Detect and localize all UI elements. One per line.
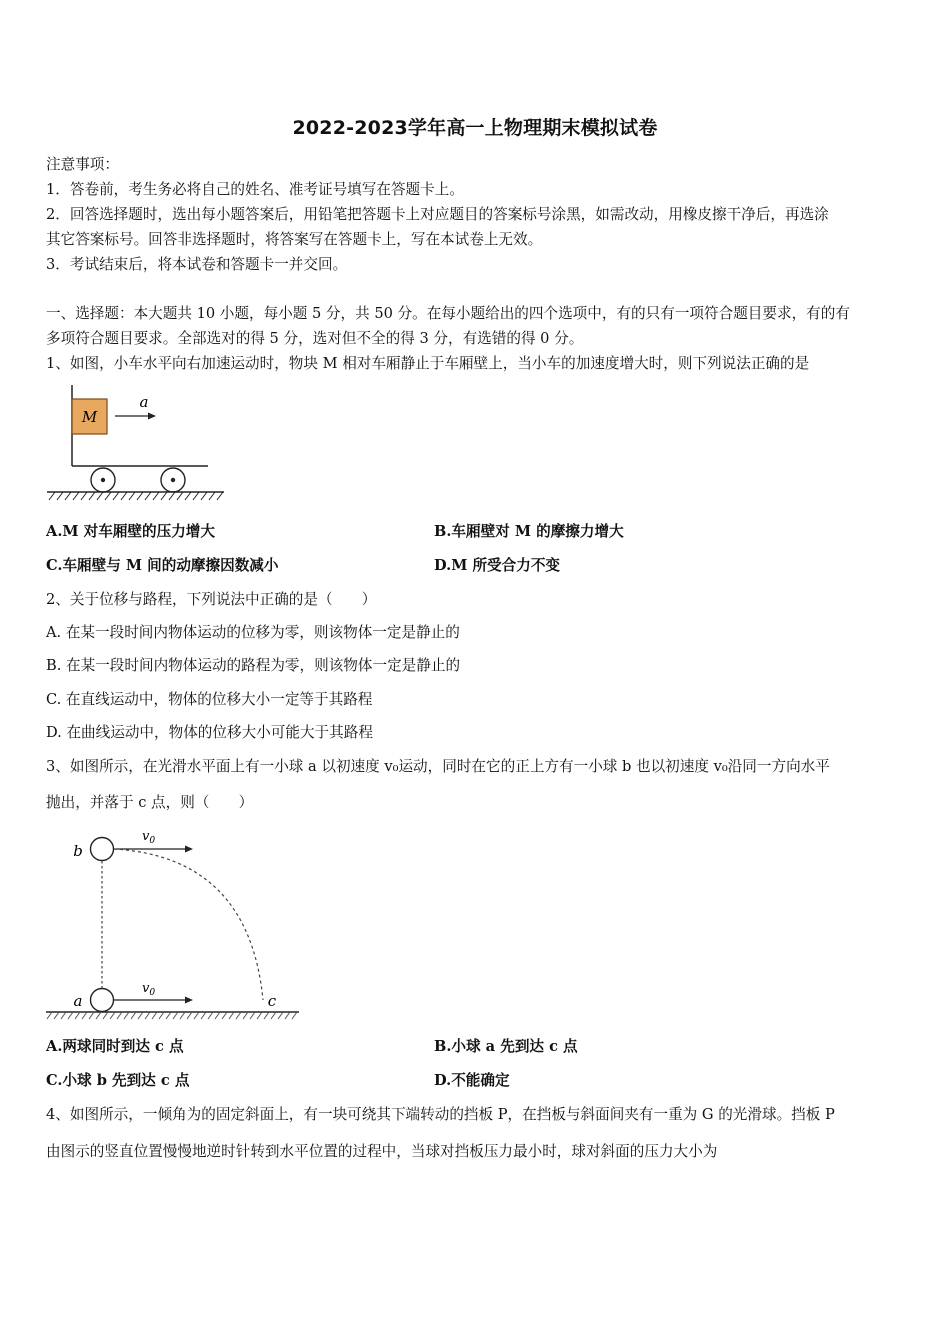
trajectory-curve [114, 849, 263, 1000]
q3-stem-line-2: 抛出，并落于 c 点，则（ ） [46, 794, 254, 811]
ball-b-label: b [73, 842, 83, 860]
q3-projectile-figure [44, 822, 306, 1022]
q1-stem: 1、如图，小车水平向右加速运动时，物块 M 相对车厢静止于车厢壁上，当小车的加速度增大时，则下列说法正确的是 [46, 355, 810, 372]
notice-item-2-line-2: 其它答案标号。回答非选择题时，将答案写在答题卡上，写在本试卷上无效。 [46, 231, 543, 248]
q4-stem-line-2: 由图示的竖直位置慢慢地逆时针转到水平位置的过程中，当球对挡板压力最小时，球对斜面的压力大小为 [46, 1143, 718, 1160]
q1-option-a: A.M 对车厢壁的压力增大 [46, 523, 215, 540]
velocity-sub-a: 0 [149, 988, 156, 998]
q1-option-c: C.车厢壁与 M 间的动摩擦因数减小 [46, 557, 279, 574]
q3-option-c: C.小球 b 先到达 c 点 [46, 1072, 190, 1089]
q1-option-d: D.M 所受合力不变 [434, 557, 561, 574]
velocity-label-b: v [142, 829, 150, 844]
ball-b [91, 838, 114, 861]
q2-option-a: A. 在某一段时间内物体运动的位移为零，则该物体一定是静止的 [46, 624, 460, 641]
svg-text:v0 [142, 829, 155, 846]
q3-option-b: B.小球 a 先到达 c 点 [434, 1038, 578, 1055]
point-c-label: c [267, 992, 277, 1010]
q1-cart-figure [44, 380, 234, 502]
ball-a [91, 989, 114, 1012]
notice-item-2-line-1: 2．回答选择题时，选出每小题答案后，用铅笔把答题卡上对应题目的答案标号涂黑，如需改动，用橡皮擦干净后，再选涂 [46, 206, 829, 223]
velocity-sub-b: 0 [149, 836, 156, 846]
section-header-line-1: 一、选择题：本大题共 10 小题，每小题 5 分，共 50 分。在每小题给出的四个选项中，有的只有一项符合题目要求，有的有 [46, 305, 850, 322]
q2-option-c: C. 在直线运动中，物体的位移大小一定等于其路程 [46, 691, 373, 708]
q3-stem-line-1: 3、如图所示，在光滑水平面上有一小球 a 以初速度 v₀运动，同时在它的正上方有一小球 b 也以初速度 v₀沿同一方向水平 [46, 758, 830, 775]
q3-option-a: A.两球同时到达 c 点 [46, 1038, 184, 1055]
q2-option-b: B. 在某一段时间内物体运动的路程为零，则该物体一定是静止的 [46, 657, 461, 674]
q4-stem-line-1: 4、如图所示，一倾角为的固定斜面上，有一块可绕其下端转动的挡板 P，在挡板与斜面间夹有一重为 G 的光滑球。挡板 P [46, 1106, 835, 1123]
q2-stem: 2、关于位移与路程，下列说法中正确的是（ ） [46, 591, 377, 608]
notice-item-3: 3．考试结束后，将本试卷和答题卡一并交回。 [46, 256, 348, 273]
q3-option-d: D.不能确定 [434, 1072, 510, 1089]
ball-a-label: a [73, 992, 83, 1010]
notice-item-1: 1．答卷前，考生务必将自己的姓名、准考证号填写在答题卡上。 [46, 181, 464, 198]
velocity-label-a: v [142, 981, 150, 996]
q2-option-d: D. 在曲线运动中，物体的位移大小可能大于其路程 [46, 724, 373, 741]
acceleration-label: a [139, 393, 149, 411]
notice-heading: 注意事项： [46, 156, 119, 173]
section-header-line-2: 多项符合题目要求。全部选对的得 5 分，选对但不全的得 3 分，有选错的得 0 分。 [46, 330, 584, 347]
q1-option-b: B.车厢壁对 M 的摩擦力增大 [434, 523, 624, 540]
svg-text:v0 [142, 981, 155, 998]
page-title: 2022-2023学年高一上物理期末模拟试卷 [292, 117, 658, 139]
block-m-label: M [81, 408, 98, 426]
